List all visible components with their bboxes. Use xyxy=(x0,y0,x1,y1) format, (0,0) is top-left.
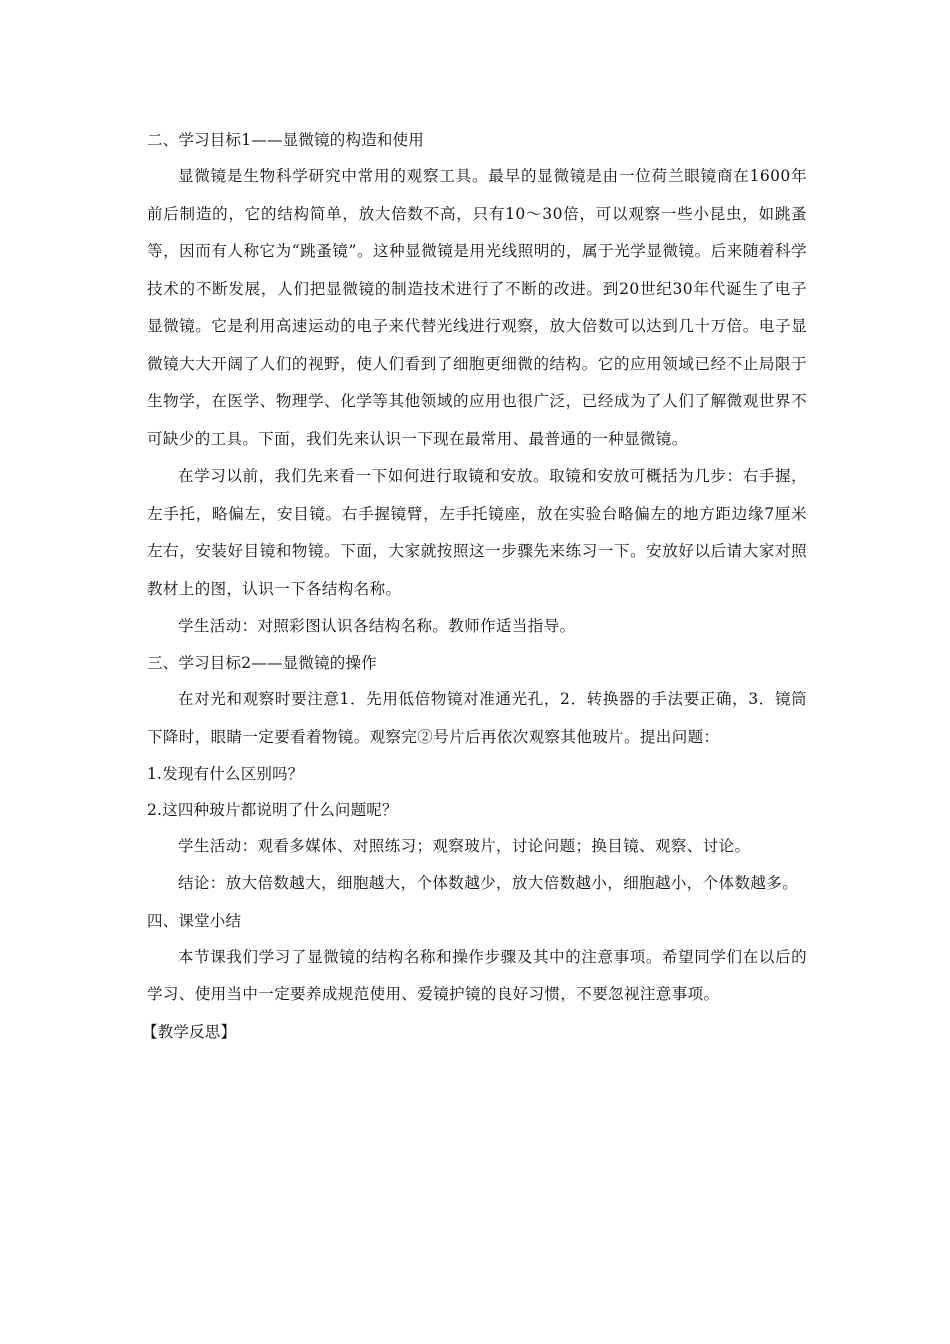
reflection-heading: 【教学反思】 xyxy=(142,1022,237,1041)
goal1-paragraph-handling: 在学习以前，我们先来看一下如何进行取镜和安放。取镜和安放可概括为几步：右手握，左手托，略偏左，安目镜。右手握镜臂，左手托镜座，放在实验台略偏左的地方距边缘7厘米左右，安装好目镜和物镜。下面，大家就按照这一步骤先来练习一下。安放好以后请大家对照教材上的图，认识一下各结构名称。 xyxy=(147,467,807,598)
goal1-student-activity: 学生活动：对照彩图认识各结构名称。教师作适当指导。 xyxy=(178,617,576,635)
goal2-question-1: 1.发现有什么区别吗？ xyxy=(147,765,304,783)
goal2-question-2: 2.这四种玻片都说明了什么问题呢？ xyxy=(147,801,398,819)
summary-heading: 四、课堂小结 xyxy=(147,911,242,930)
document-page xyxy=(142,122,807,1050)
goal2-paragraph-operation: 在对光和观察时要注意1．先用低倍物镜对准通光孔，2．转换器的手法要正确，3．镜筒下降时，眼睛一定要看着物镜。观察完②号片后再依次观察其他玻片。提出问题： xyxy=(147,690,807,746)
goal2-heading: 三、学习目标2——显微镜的操作 xyxy=(147,654,377,672)
summary-paragraph: 本节课我们学习了显微镜的结构名称和操作步骤及其中的注意事项。希望同学们在以后的学习、使用当中一定要养成规范使用、爱镜护镜的良好习惯，不要忽视注意事项。 xyxy=(147,947,807,1003)
goal1-paragraph-history: 显微镜是生物科学研究中常用的观察工具。最早的显微镜是由一位荷兰眼镜商在1600年前后制造的，它的结构简单，放大倍数不高，只有10～30倍，可以观察一些小昆虫，如跳蚤等，因而有人称它为“跳蚤镜”。这种显微镜是用光线照明的，属于光学显微镜。后来随着科学技术的不断发展，人们把显微镜的制造技术进行了不断的改进。到20世纪30年代诞生了电子显微镜。它是利用高速运动的电子来代替光线进行观察，放大倍数可以达到几十万倍。电子显微镜大大开阔了人们的视野，使人们看到了细胞更细微的结构。它的应用领域已经不止局限于生物学，在医学、物理学、化学等其他领域的应用也很广泛，已经成为了人们了解微观世界不可缺少的工具。下面，我们先来认识一下现在最常用、最普通的一种显微镜。 xyxy=(147,167,807,448)
goal1-heading: 二、学习目标1——显微镜的构造和使用 xyxy=(147,131,424,149)
goal2-conclusion: 结论：放大倍数越大，细胞越大，个体数越少，放大倍数越小，细胞越小，个体数越多。 xyxy=(178,874,799,892)
goal2-student-activity: 学生活动：观看多媒体、对照练习；观察玻片，讨论问题；换目镜、观察、讨论。 xyxy=(178,837,751,855)
